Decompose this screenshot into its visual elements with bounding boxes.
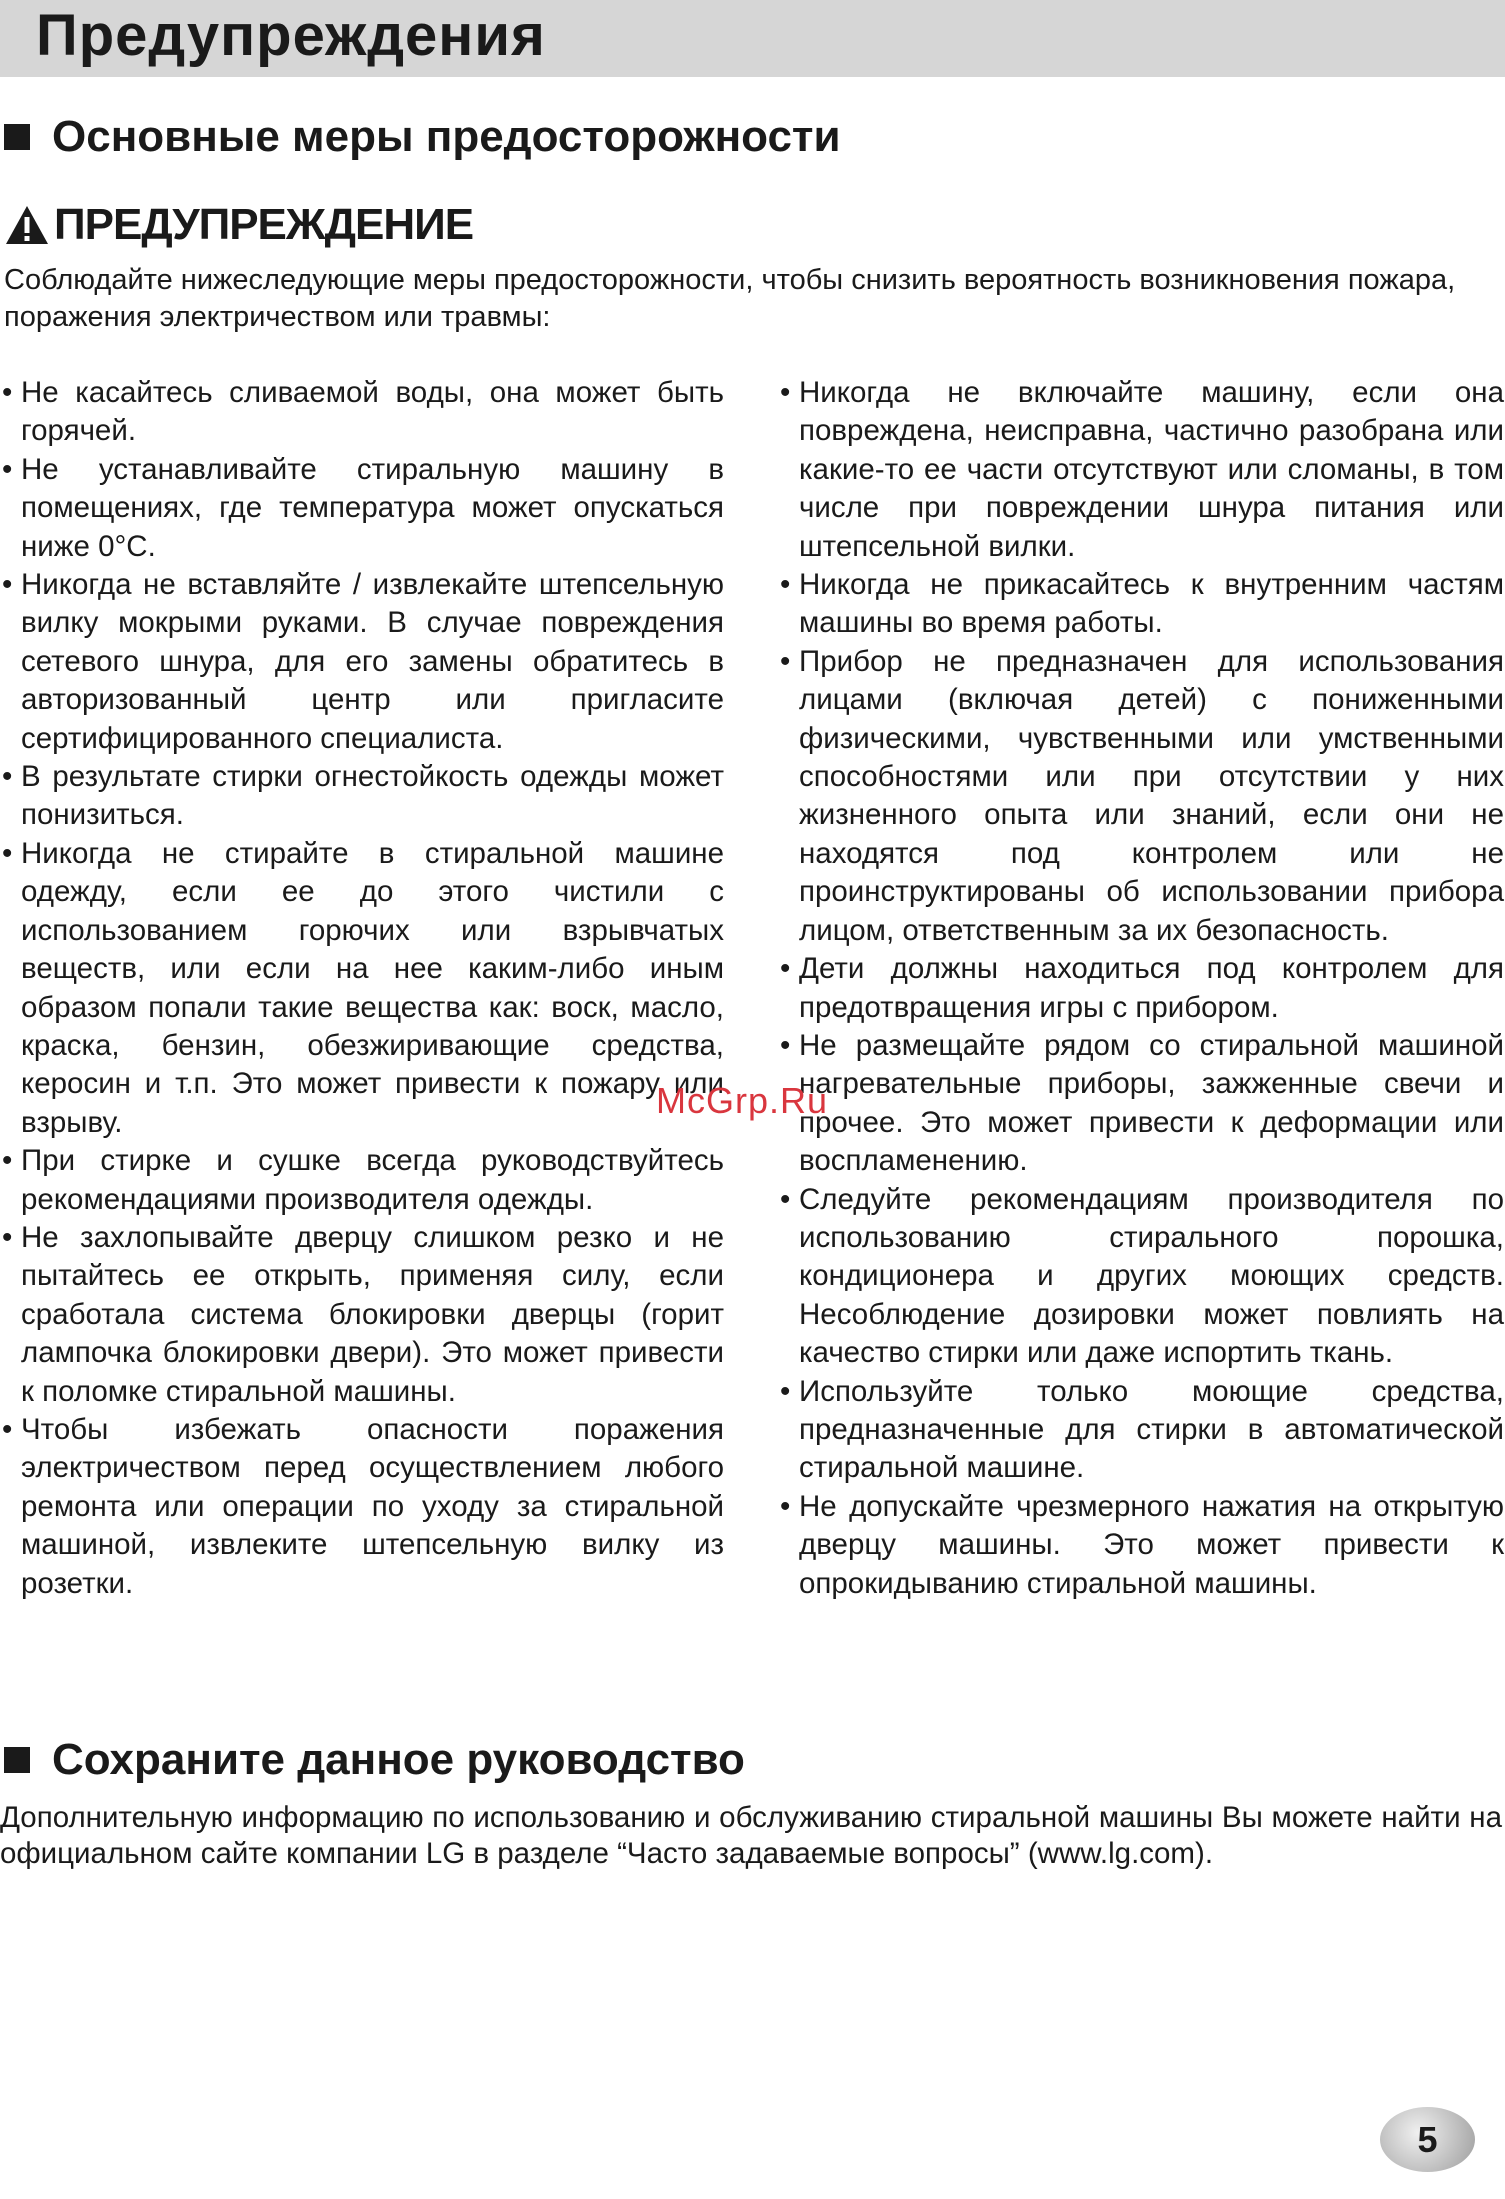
list-item: • Следуйте рекомендациям производителя по использованию стирального порошка, кондиционера и других моющих средств. Несоблюдение дозировки может повлиять на качество стирки или даже испортить ткань. [780, 1182, 1504, 1370]
square-bullet-icon [4, 1747, 30, 1773]
list-item: • Не касайтесь сливаемой воды, она может быть горячей. [2, 376, 724, 448]
list-item: • Не допускайте чрезмерного нажатия на открытую дверцу машины. Это может привести к опрокидыванию стиральной машины. [780, 1489, 1504, 1600]
section-heading-save-manual [4, 1735, 745, 1785]
section-title: Основные меры предосторожности [52, 112, 841, 161]
list-item: • Никогда не стирайте в стиральной машине одежду, если ее до этого чистили с использованием горючих или взрывчатых веществ, или если на нее каким-либо иным образом попали такие вещества как: воск, масло, краска, бензин, обезжиривающие средства, керосин и т.п. Это может привести к пожару или взрыву. [2, 836, 724, 1139]
header-bar [0, 0, 1505, 77]
page-number: 5 [1380, 2107, 1475, 2172]
list-item: • Прибор не предназначен для использования лицами (включая детей) с пониженными физическими, чувственными или умственными способностями или при отсутствии у них жизненного опыта или знаний, если они не находятся под контролем или не проинструктированы об использовании прибора лицом, ответственным за их безопасность. [780, 644, 1504, 947]
list-item: • Никогда не вставляйте / извлекайте штепсельную вилку мокрыми руками. В случае повреждения сетевого шнура, для его замены обратитесь в авторизованный центр или пригласите сертифицированного специалиста. [2, 568, 724, 755]
precautions-right-column [778, 374, 1504, 1603]
list-item: • Не размещайте рядом со стиральной машиной нагревательные приборы, зажженные свечи и прочее. Это может привести к деформации или воспламенению. [780, 1028, 1504, 1178]
section-title: Сохраните данное руководство [52, 1735, 745, 1784]
list-item: • При стирке и сушке всегда руководствуйтесь рекомендациями производителя одежды. [2, 1144, 724, 1216]
list-item: • Дети должны находиться под контролем для предотвращения игры с прибором. [780, 952, 1504, 1024]
precautions-left-column [0, 374, 724, 1603]
watermark: McGrp.Ru [656, 1080, 829, 1121]
list-item: • Никогда не прикасайтесь к внутренним частям машины во время работы. [780, 568, 1504, 640]
list-item: • В результате стирки огнестойкость одежды может понизиться. [2, 760, 724, 832]
warning-title: ПРЕДУПРЕЖДЕНИЕ [54, 200, 474, 249]
list-item: • Не захлопывайте дверцу слишком резко и не пытайтесь ее открыть, применяя силу, если сработала система блокировки дверцы (горит лампочка блокировки двери). Это может привести к поломке стиральной машины. [2, 1220, 724, 1408]
list-item: • Чтобы избежать опасности поражения электричеством перед осуществлением любого ремонта или операции по уходу за стиральной машиной, извлеките штепсельную вилку из розетки. [2, 1412, 724, 1600]
warning-intro: Соблюдайте нижеследующие меры предосторожности, чтобы снизить вероятность возникновения пожара, поражения электричеством или травмы: [4, 264, 1456, 333]
save-manual-text: Дополнительную информацию по использованию и обслуживанию стиральной машины Вы можете найти на официальном сайте компании LG в разделе “Часто задаваемые вопросы” (www.lg.com). [0, 1801, 1502, 1870]
list-item: • Используйте только моющие средства, предназначенные для стирки в автоматической стиральной машине. [780, 1374, 1504, 1485]
square-bullet-icon [4, 124, 30, 150]
section-heading-precautions [4, 112, 841, 162]
list-item: • Не устанавливайте стиральную машину в помещениях, где температура может опускаться ниже 0°С. [2, 452, 724, 563]
list-item: • Никогда не включайте машину, если она повреждена, неисправна, частично разобрана или какие-то ее части отсутствуют или сломаны, в том числе при повреждении шнура питания или штепсельной вилки. [780, 376, 1504, 563]
warning-triangle-icon [4, 204, 50, 246]
page-title: Предупреждения [36, 3, 546, 68]
warning-heading [4, 200, 473, 250]
